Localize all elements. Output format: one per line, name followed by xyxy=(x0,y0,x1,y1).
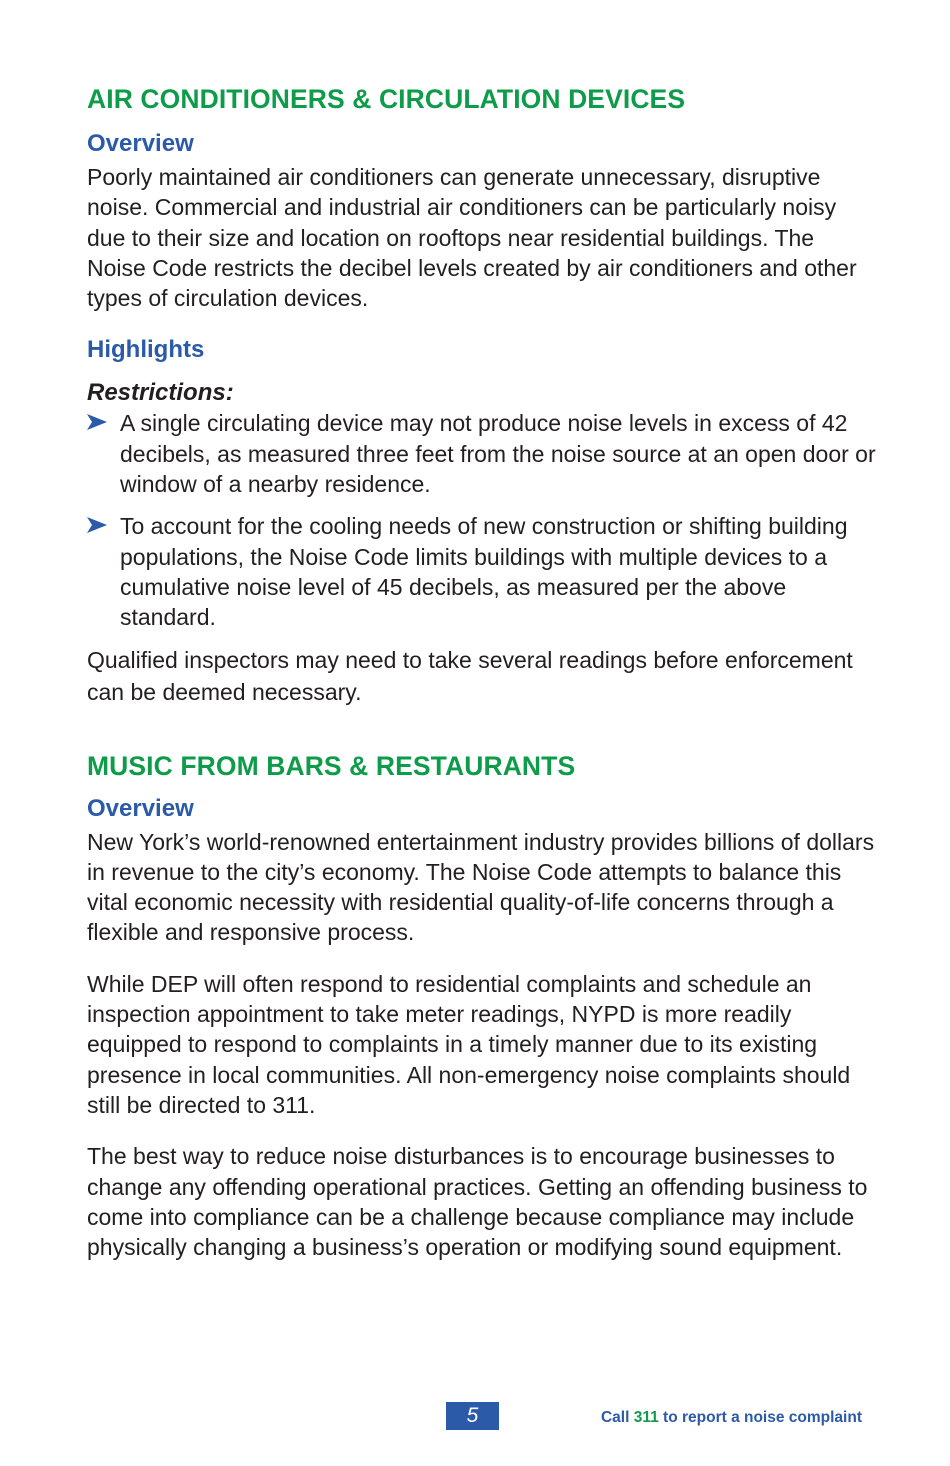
section-title-air-conditioners: AIR CONDITIONERS & CIRCULATION DEVICES xyxy=(87,84,686,114)
overview-paragraph: Poorly maintained air conditioners can generate unnecessary, disruptive noise. Commercial and industrial air conditioners can be particularly noisy due to their size and location on rooftops near residential buildings. The Noise Code restricts the decibel levels created by air conditioners and other types of circulation devices. xyxy=(87,164,857,312)
arrow-bullet-icon xyxy=(87,414,107,430)
overview-heading: Overview xyxy=(87,794,194,822)
section-title-music: MUSIC FROM BARS & RESTAURANTS xyxy=(87,750,576,781)
call-311-notice xyxy=(601,1409,862,1427)
list-item xyxy=(87,408,877,499)
closing-paragraph: Qualified inspectors may need to take several readings before enforcement can be deemed necessary. xyxy=(87,646,853,705)
overview-heading: Overview xyxy=(87,130,194,157)
list-item xyxy=(87,511,877,632)
restrictions-label: Restrictions: xyxy=(87,379,234,407)
page-content xyxy=(87,82,877,1262)
overview-paragraph: The best way to reduce noise disturbances is to encourage businesses to change any offending operational practices. Getting an offending business to come into compliance can be a challenge because compliance may include physically changing a business’s operation or modifying sound equipment. xyxy=(87,1143,868,1261)
call-prefix: Call xyxy=(600,1409,630,1426)
highlights-heading: Highlights xyxy=(87,336,205,364)
call-suffix: to report a noise complaint xyxy=(663,1409,862,1426)
call-number: 311 xyxy=(633,1409,659,1426)
bullet-text: To account for the cooling needs of new construction or shifting building populations, the Noise Code limits buildings with multiple devices to a cumulative noise level of 45 decibels, as measured per the above standard. xyxy=(120,513,848,631)
arrow-bullet-icon xyxy=(87,517,107,533)
page-number: 5 xyxy=(446,1402,499,1430)
overview-paragraph: New York’s world-renowned entertainment industry provides billions of dollars in revenue to the city’s economy. The Noise Code attempts to balance this vital economic necessity with residential quality-of-life concerns through a flexible and responsive process. xyxy=(87,828,875,946)
bullet-text: A single circulating device may not produce noise levels in excess of 42 decibels, as measured three feet from the noise source at an open door or window of a nearby residence. xyxy=(120,410,876,498)
overview-paragraph: While DEP will often respond to residential complaints and schedule an inspection appointment to take meter readings, NYPD is more readily equipped to respond to complaints in a timely manner due to its existing presence in local communities. All non-emergency noise complaints should still be directed to 311. xyxy=(87,970,851,1118)
restrictions-list xyxy=(87,408,877,632)
